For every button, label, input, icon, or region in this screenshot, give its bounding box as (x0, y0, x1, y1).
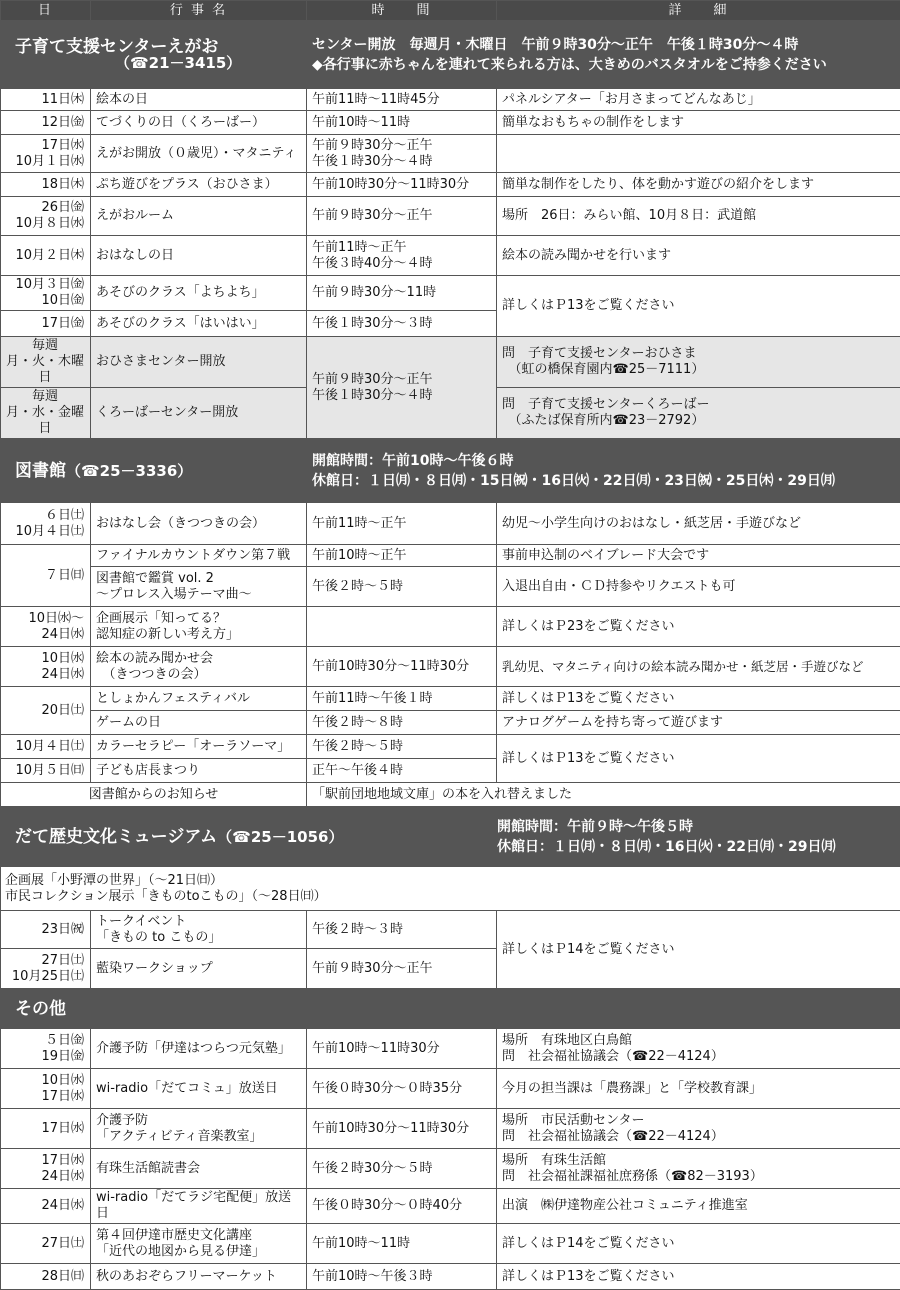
table-row: ６日㈯ 10月４日㈯ おはなし会（きつつきの会） 午前11時～正午 幼児～小学生向けのおはなし・紙芝居・手遊びなど (1, 503, 900, 545)
table-row: 10月２日㈭ おはなしの日 午前11時～正午 午後３時40分～４時 絵本の読み聞かせを行います (1, 236, 900, 276)
table-row: 18日㈭ ぷち遊びをプラス（おひさま） 午前10時30分～11時30分 簡単な制作をしたり、体を動かす遊びの紹介をします (1, 173, 900, 197)
table-row: 17日㈬ 24日㈬ 有珠生活館読書会 午後２時30分～５時 場所 有珠生活館 問 社会福祉課福祉庶務係（☎82－3193） (1, 1149, 900, 1189)
section-title: だて歴史文化ミュージアム (15, 827, 217, 847)
header-event: 行 事 名 (91, 1, 307, 21)
section-tel: （☎25－3336） (66, 462, 192, 480)
table-row: 図書館で鑑賞 vol. 2 ～プロレス入場テーマ曲～ 午後２時～５時 入退出自由・ＣＤ持参やリクエストも可 (1, 567, 900, 607)
table-row: 毎週 月・水・金曜日 くろーばーセンター開放 問 子育て支援センターくろーばー （ふたば保育所内☎23－2792） (1, 388, 900, 439)
museum-exhibits-row (1, 867, 900, 911)
section-header-egao (1, 21, 900, 89)
header-detail: 詳 細 (497, 1, 900, 21)
table-row: 10日㈬ 24日㈬ 絵本の読み聞かせ会 （きつつきの会） 午前10時30分～11時30分 乳幼児、マタニティ向けの絵本読み聞かせ・紙芝居・手遊びなど (1, 647, 900, 687)
table-row: 12日㈮ てづくりの日（くろーばー） 午前10時～11時 簡単なおもちゃの制作をします (1, 111, 900, 135)
table-row: 17日㈬ 介護予防 「アクティビティ音楽教室」 午前10時30分～11時30分 場所 市民活動センター 問 社会福祉協議会（☎22－4124） (1, 1109, 900, 1149)
table-row: ゲームの日 午後２時～８時 アナログゲームを持ち寄って遊びます (1, 711, 900, 735)
table-row: 17日㈬ 10月１日㈬ えがお開放（０歳児）・マタニティ 午前９時30分～正午 午後１時30分～４時 (1, 135, 900, 173)
library-notice-text: 「駅前団地地域文庫」の本を入れ替えました (307, 783, 900, 807)
section-header-library (1, 439, 900, 503)
table-row: 10日㈬ 17日㈬ wi-radio「だてコミュ」放送日 午後０時30分～０時35分 今月の担当課は「農務課」と「学校教育課」 (1, 1069, 900, 1109)
table-row: 10月４日㈯ カラーセラピー「オーラソーマ」 午後２時～５時 詳しくはＰ13をご覧ください (1, 735, 900, 759)
section-info: センター開放 毎週月・木曜日 午前９時30分～正午 午後１時30分～４時 ◆各行事に赤ちゃんを連れて来られる方は、大きめのバスタオルをご持参ください (307, 21, 900, 89)
library-notice-row (1, 783, 900, 807)
museum-exhibits: 企画展「小野潭の世界」（～21日㈰） 市民コレクション展示「きものtoこもの」（～28日㈰） (1, 867, 900, 911)
section-info: 開館時間：午前10時～午後６時 休館日：１日㈪・８日㈪・15日㈷・16日㈫・22日㈪・23日㈷・25日㈭・29日㈪ (307, 439, 900, 503)
table-row: 27日㈯ 第４回伊達市歴史文化講座 「近代の地図から見る伊達」 午前10時～11時 詳しくはＰ14をご覧ください (1, 1224, 900, 1264)
table-row: 20日㈯ としょかんフェスティバル 午前11時～午後１時 詳しくはＰ13をご覧ください (1, 687, 900, 711)
header-time: 時 間 (307, 1, 497, 21)
section-header-other (1, 989, 900, 1029)
section-title: その他 (1, 989, 900, 1029)
table-row: 24日㈬ wi-radio「だてラジ宅配便」放送日 午後０時30分～０時40分 出演 ㈱伊達物産公社コミュニティ推進室 (1, 1189, 900, 1224)
table-row: ５日㈮ 19日㈮ 介護予防「伊達はつらつ元気塾」 午前10時～11時30分 場所 有珠地区白鳥館 問 社会福祉協議会（☎22－4124） (1, 1029, 900, 1069)
table-row: 毎週 月・火・木曜日 おひさまセンター開放 午前９時30分～正午 午後１時30分～４時 問 子育て支援センターおひさま （虹の橋保育園内☎25－7111） (1, 337, 900, 388)
table-row: 26日㈮ 10月８日㈬ えがおルーム 午前９時30分～正午 場所 26日：みらい館、10月８日：武道館 (1, 197, 900, 236)
table-row: 11日㈭ 絵本の日 午前11時～11時45分 パネルシアター「お月さまってどんなあじ」 (1, 89, 900, 111)
table-row: 10月５日㈰ 子ども店長まつり 正午～午後４時 (1, 759, 900, 783)
section-title: 図書館 (15, 461, 66, 481)
section-tel: （☎21－3415） (15, 54, 241, 72)
header-date: 日 (1, 1, 91, 21)
section-tel: （☎25－1056） (217, 828, 343, 846)
table-row: 10日㈬～ 24日㈬ 企画展示「知ってる？ 認知症の新しい考え方」 詳しくはＰ23をご覧ください (1, 607, 900, 647)
section-header-museum (1, 807, 900, 867)
section-title: 子育て支援センターえがお (15, 37, 218, 57)
table-row: 10月３日㈮ 10日㈮ あそびのクラス「よちよち」 午前９時30分～11時 詳しくはＰ13をご覧ください (1, 276, 900, 311)
table-row: 23日㈷ トークイベント 「きもの to こもの」 午後２時～３時 詳しくはＰ14をご覧ください (1, 911, 900, 949)
section-info: 開館時間：午前９時～午後５時 休館日：１日㈪・８日㈪・16日㈫・22日㈪・29日㈪ (497, 807, 900, 867)
table-row: 27日㈯ 10月25日㈯ 藍染ワークショップ 午前９時30分～正午 (1, 949, 900, 989)
library-notice-label: 図書館からのお知らせ (1, 783, 307, 807)
table-row: ７日㈰ ファイナルカウントダウン第７戦 午前10時～正午 事前申込制のベイブレード大会です (1, 545, 900, 567)
table-row: 17日㈮ あそびのクラス「はいはい」 午後１時30分～３時 (1, 311, 900, 337)
table-row: 28日㈰ 秋のあおぞらフリーマーケット 午前10時～午後３時 詳しくはＰ13をご覧ください (1, 1264, 900, 1290)
